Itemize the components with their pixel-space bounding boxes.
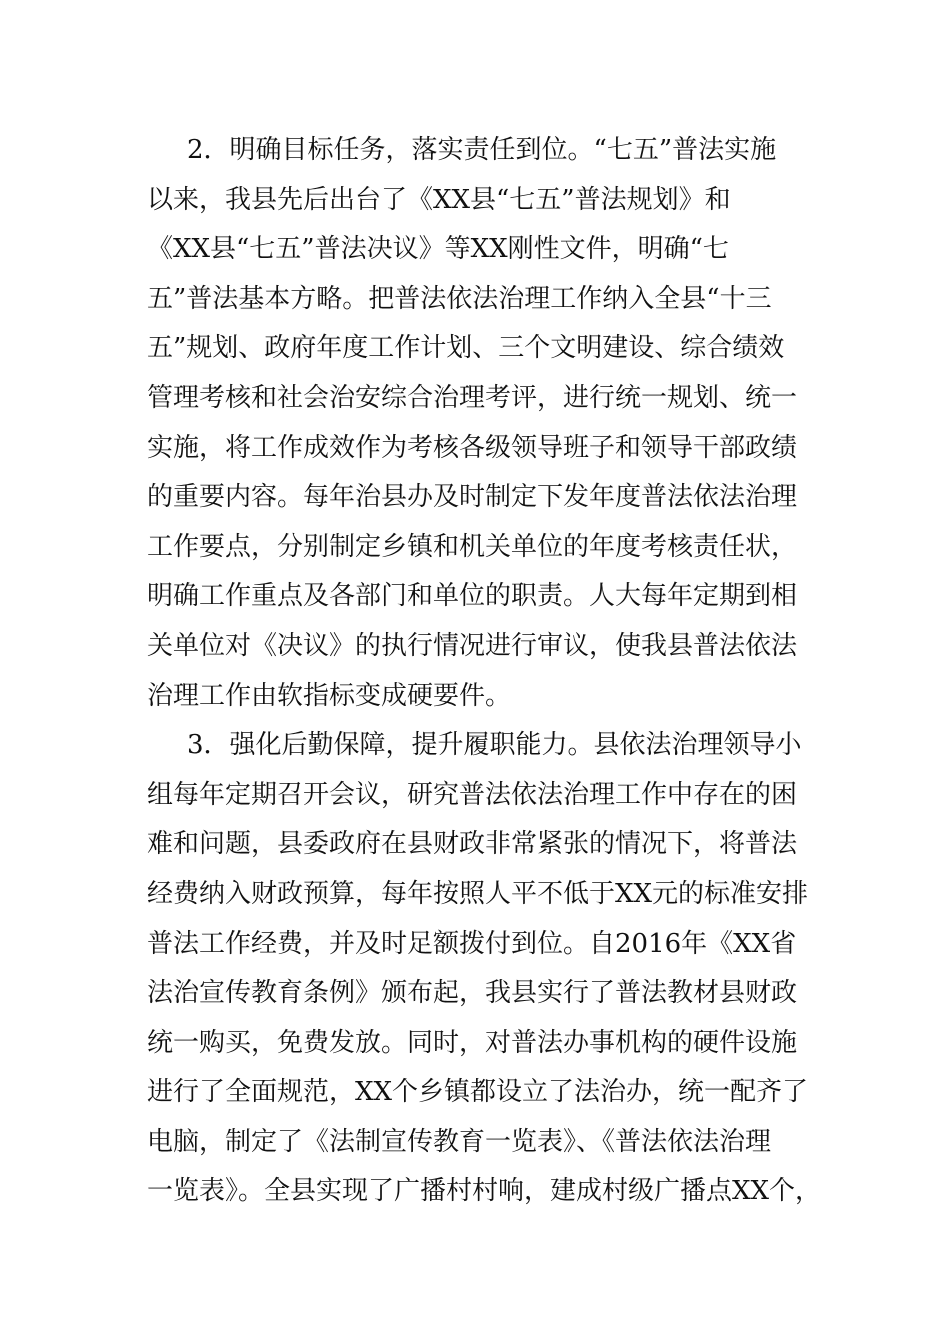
paragraph-2 [147,126,827,721]
body-text [147,126,827,1217]
text-line: 电脑，制定了《法制宣传教育一览表》、《普法依法治理 [147,1126,772,1157]
text-line: 以来，我县先后出台了《XX县“七五”普法规划》和 [147,184,731,215]
text-line: 五”普法基本方略。把普法依法治理工作纳入全县“十三 [147,283,772,314]
text-line: 统一购买，免费发放。同时，对普法办事机构的硬件设施 [147,1027,798,1058]
text-line: 一览表》。全县实现了广播村村响，建成村级广播点XX个， [147,1176,822,1207]
text-line: 进行了全面规范，XX个乡镇都设立了法治办，统一配齐了 [147,1077,809,1108]
text-line: 管理考核和社会治安综合治理考评，进行统一规划、统一 [147,382,798,413]
text-line: 明确工作重点及各部门和单位的职责。人大每年定期到相 [147,581,798,612]
text-line: 治理工作由软指标变成硬要件。 [147,680,512,711]
text-line: 法治宣传教育条例》颁布起，我县实行了普法教材县财政 [147,978,798,1009]
text-line: 2．明确目标任务，落实责任到位。“七五”普法实施 [187,135,777,165]
text-line: 经费纳入财政预算，每年按照人平不低于XX元的标准安排 [147,878,809,909]
text-line: 五”规划、政府年度工作计划、三个文明建设、综合绩效 [147,333,785,364]
text-line: 3．强化后勤保障，提升履职能力。县依法治理领导小 [187,730,802,761]
text-line: 工作要点，分别制定乡镇和机关单位的年度考核责任状， [147,531,798,562]
paragraph-3 [147,721,827,1217]
text-line: 《XX县“七五”普法决议》等XX刚性文件，明确“七 [147,234,729,265]
text-line: 实施，将工作成效作为考核各级领导班子和领导干部政绩 [147,432,798,463]
text-line: 关单位对《决议》的执行情况进行审议，使我县普法依法 [147,630,798,661]
text-line: 的重要内容。每年治县办及时制定下发年度普法依法治理 [147,482,798,513]
text-line: 组每年定期召开会议，研究普法依法治理工作中存在的困 [147,779,798,810]
text-line: 难和问题，县委政府在县财政非常紧张的情况下，将普法 [147,829,798,860]
text-line: 普法工作经费，并及时足额拨付到位。自2016年《XX省 [147,928,797,959]
